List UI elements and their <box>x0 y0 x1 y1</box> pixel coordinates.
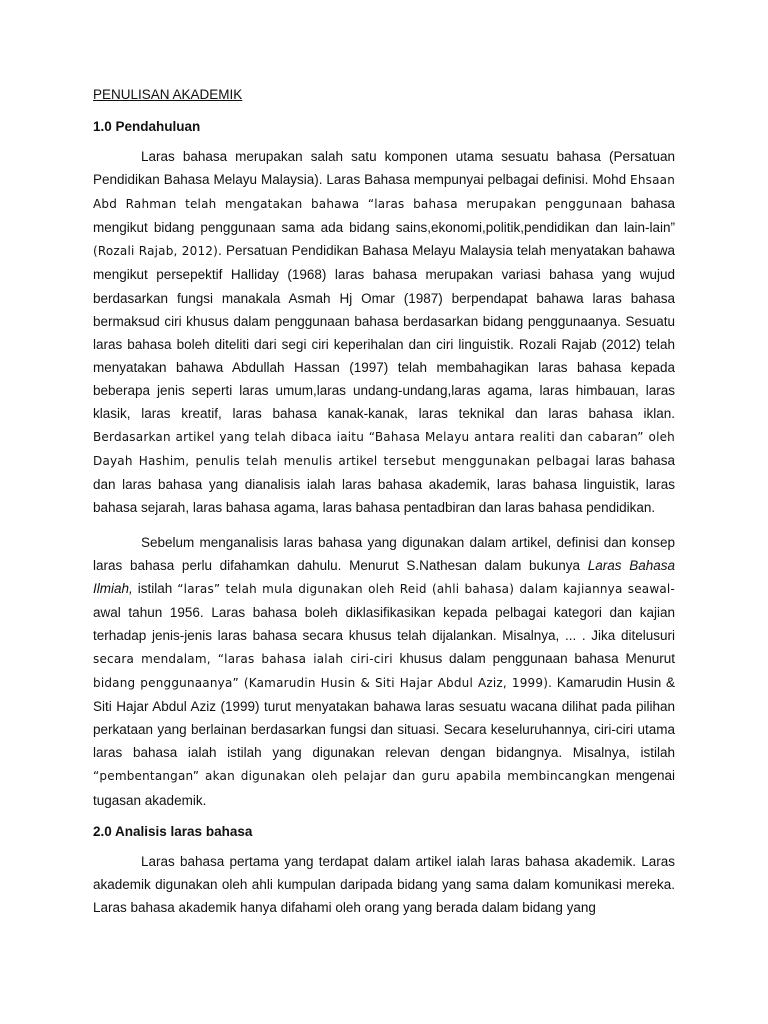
paragraph-2-text-a: Sebelum menganalisis laras bahasa yang digunakan dalam artikel, definisi dan konsep laras bahasa perlu difahamkan dahulu. Menurut S.Nathesan dalam bukunya <box>93 534 675 573</box>
paragraph-1-citation: (Rozali Rajab, 2012). <box>93 244 223 259</box>
paragraph-2-text-d: “laras” telah mula digunakan oleh Reid (ahli bahasa) dalam kajiannya seawal- <box>177 581 675 596</box>
section-heading-pendahuluan: 1.0 Pendahuluan <box>93 119 201 134</box>
paragraph-2-book-title: Laras Bahasa Ilmiah, <box>93 557 675 596</box>
paragraph-1-text-c: bahasa mengikut bidang penggunaan sama ada bidang sains,ekonomi,politik,pendidikan dan lain-lain” <box>93 196 675 236</box>
paragraph-2 <box>93 531 675 812</box>
paragraph-1 <box>93 145 675 520</box>
paragraph-3: Laras bahasa pertama yang terdapat dalam artikel ialah laras bahasa akademik. Laras akademik digunakan oleh ahli kumpulan daripada bidang yang sama dalam komunikasi mereka. Laras bahasa akademik hanya difahami oleh orang yang berada dalam bidang yang <box>93 853 675 915</box>
paragraph-2-text-k: mengenai tugasan akademik. <box>93 768 675 808</box>
paragraph-2-text-e: awal tahun 1956. Laras bahasa boleh diklasifikasikan kepada pelbagai kategori dan kajian terhadap jenis-jenis laras bahasa secara khusus telah dijalankan. Misalnya, ... . Jika ditelusuri <box>93 604 675 643</box>
paragraph-2-citation: bidang penggunaanya” (Kamarudin Husin & Siti Hajar Abdul Aziz, 1999). <box>93 676 553 691</box>
section-heading-analisis: 2.0 Analisis laras bahasa <box>93 823 253 839</box>
paragraph-2-text-i: Kamarudin Husin & Siti Hajar Abdul Aziz (1999) turut menyatakan bahawa laras sesuatu wacana dilihat pada pilihan perkataan yang berlainan berdasarkan fungsi dan situasi. Secara keseluruhannya, ciri-ciri utama laras bahasa ialah istilah yang digunakan relevan dengan bidangnya. Misalnya, istilah <box>93 675 675 761</box>
paragraph-1-text-e: Persatuan Pendidikan Bahasa Melayu Malaysia telah menyatakan bahawa mengikut persepektif Halliday (1968) laras bahasa merupakan variasi bahasa yang wujud berdasarkan fungsi manakala Asmah Hj Omar (1987) berpendapat bahawa laras bahasa bermaksud ciri khusus dalam penggunaan bahasa berdasarkan bidang penggunaanya. Sesuatu laras bahasa boleh diteliti dari segi ciri keperihalan dan ciri linguistik. Rozali Rajab (2012) telah menyatakan bahawa Abdullah Hassan (1997) telah membahagikan laras bahasa kepada beberapa jenis seperti laras umum,laras undang-undang,laras agama, laras himbauan, laras klasik, laras kreatif, laras bahasa kanak-kanak, laras teknikal dan laras bahasa iklan. <box>93 243 676 422</box>
paragraph-1-text-b: Ehsaan Abd Rahman telah mengatakan bahawa “laras bahasa merupakan penggunaan <box>93 173 675 212</box>
document-page <box>93 86 675 919</box>
paragraph-1-text-a: Laras bahasa merupakan salah satu komponen utama sesuatu bahasa (Persatuan Pendidikan Bahasa Melayu Malaysia). Laras Bahasa mempunyai pelbagai definisi. Mohd <box>93 149 675 188</box>
paragraph-1-text-g: laras bahasa dan laras bahasa yang dianalisis ialah laras bahasa akademik, laras bahasa linguistik, laras bahasa sejarah, laras bahasa agama, laras bahasa pentadbiran dan laras bahasa pendidikan. <box>93 453 675 516</box>
paragraph-2-text-f: secara mendalam, “laras bahasa ialah ciri-ciri <box>93 651 393 666</box>
paragraph-1-text-f: Berdasarkan artikel yang telah dibaca iaitu “Bahasa Melayu antara realiti dan cabaran” oleh Dayah Hashim, penulis telah menulis artikel tersebut menggunakan pelbagai <box>93 430 675 469</box>
paragraph-2-text-c: istilah <box>132 580 178 596</box>
paragraph-2-text-g: khusus dalam penggunaan bahasa Menurut <box>392 650 675 666</box>
paragraph-2-text-j: “pembentangan” akan digunakan oleh pelajar dan guru apabila membincangkan <box>93 769 611 784</box>
document-title: PENULISAN AKADEMIK <box>93 87 243 102</box>
